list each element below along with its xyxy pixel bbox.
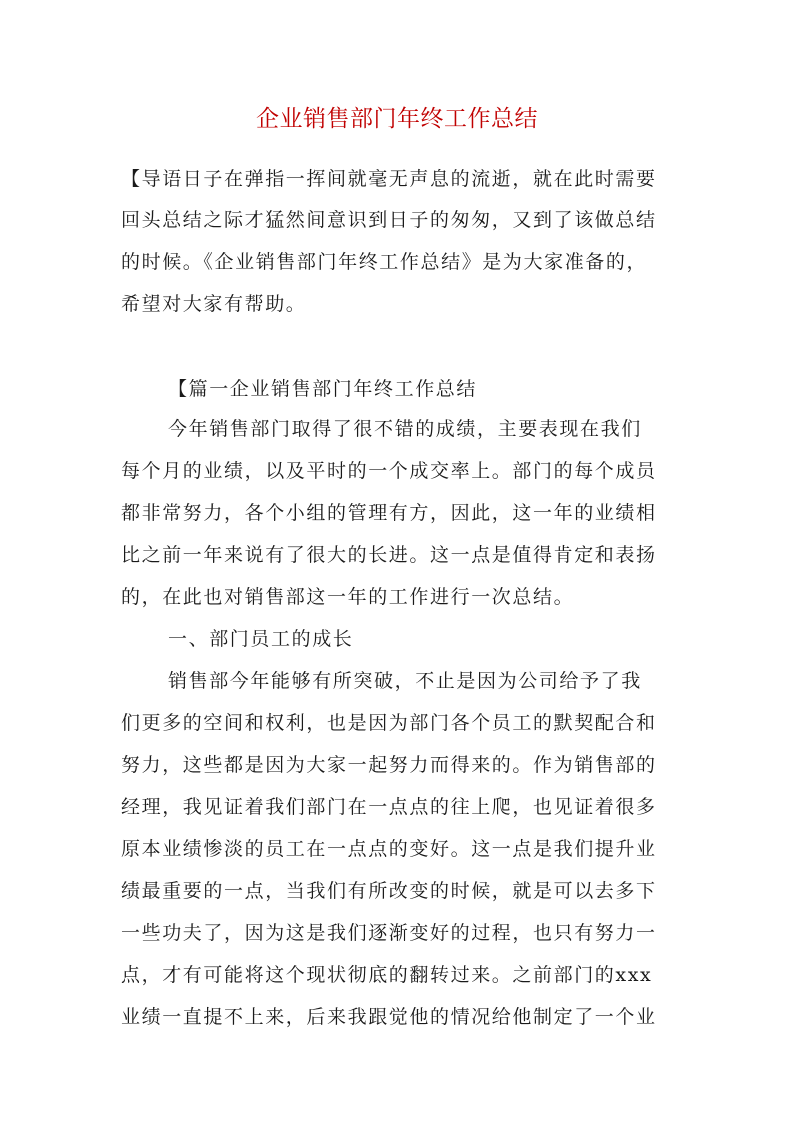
- subheading: 一、部门员工的成长: [168, 628, 354, 650]
- paragraph-line: 一些功夫了，因为这是我们逐渐变好的过程，也只有努力一: [121, 922, 657, 944]
- paragraph-line: 业绩一直提不上来，后来我跟觉他的情况给他制定了一个业: [121, 1006, 657, 1028]
- intro-line: 的时候。《企业销售部门年终工作总结》是为大家准备的，: [121, 251, 648, 273]
- paragraph-line: 比之前一年来说有了很大的长进。这一点是值得肯定和表扬: [121, 544, 657, 566]
- paragraph-line: 绩最重要的一点，当我们有所改变的时候，就是可以去多下: [121, 880, 657, 902]
- paragraph-line: 都非常努力，各个小组的管理有方，因此，这一年的业绩相: [121, 502, 657, 524]
- paragraph-line: 今年销售部门取得了很不错的成绩，主要表现在我们: [168, 418, 642, 440]
- paragraph-line: 点，才有可能将这个现状彻底的翻转过来。之前部门的xxx: [121, 964, 653, 986]
- section-heading: 【篇一企业销售部门年终工作总结: [168, 378, 478, 400]
- paragraph-line: 努力，这些都是因为大家一起努力而得来的。作为销售部的: [121, 754, 657, 776]
- paragraph-line: 们更多的空间和权利，也是因为部门各个员工的默契配合和: [121, 712, 657, 734]
- intro-line: 【导语日子在弹指一挥间就毫无声息的流逝，就在此时需要: [121, 168, 657, 190]
- intro-line: 回头总结之际才猛然间意识到日子的匆匆，又到了该做总结: [121, 209, 657, 231]
- intro-line: 希望对大家有帮助。: [121, 293, 307, 315]
- paragraph-line: 原本业绩惨淡的员工在一点点的变好。这一点是我们提升业: [121, 838, 657, 860]
- document-title: 企业销售部门年终工作总结: [256, 106, 538, 132]
- paragraph-line: 销售部今年能够有所突破，不止是因为公司给予了我: [168, 670, 642, 692]
- paragraph-line: 每个月的业绩，以及平时的一个成交率上。部门的每个成员: [121, 460, 657, 482]
- paragraph-line: 经理，我见证着我们部门在一点点的往上爬，也见证着很多: [121, 796, 657, 818]
- paragraph-line: 的，在此也对销售部这一年的工作进行一次总结。: [121, 586, 575, 608]
